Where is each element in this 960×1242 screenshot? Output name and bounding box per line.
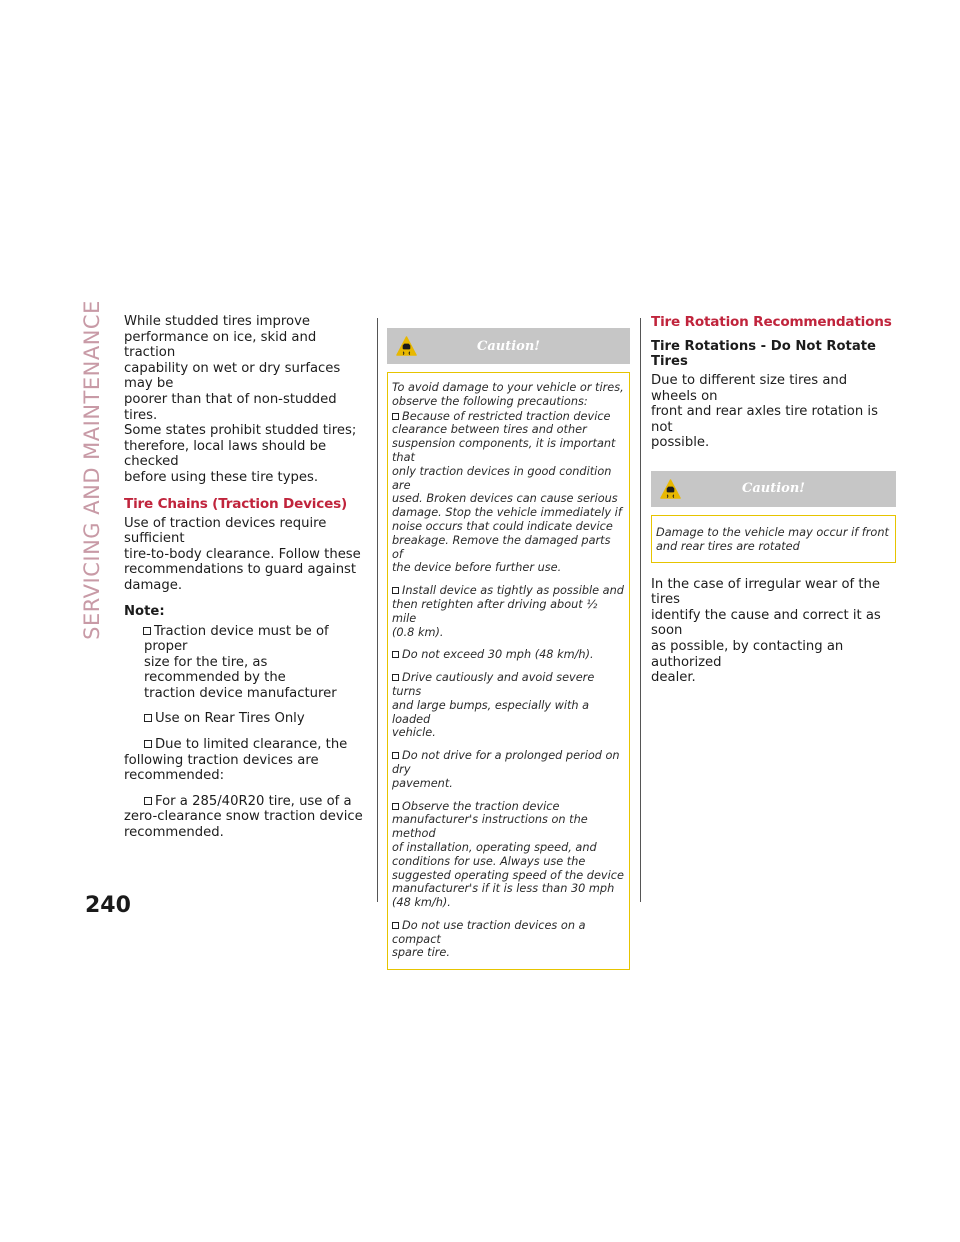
- caution-intro: [392, 381, 624, 409]
- text-line: identify the cause and correct it as soon: [651, 607, 881, 639]
- square-bullet-icon: [392, 752, 399, 759]
- text-line: Because of restricted traction device: [402, 409, 611, 423]
- caution-item: [392, 919, 624, 960]
- text-line: as possible, by contacting an authorized: [651, 638, 844, 670]
- text-line: Some states prohibit studded tires;: [124, 423, 357, 439]
- text-line: Do not drive for a prolonged period on dry: [392, 749, 620, 776]
- caution-item: [392, 671, 624, 740]
- note-bullet-item: [124, 624, 364, 702]
- tire-chains-heading: Tire Chains (Traction Devices): [124, 495, 348, 512]
- text-line: Use on Rear Tires Only: [155, 711, 305, 727]
- tire-rotation-paragraph: [651, 373, 896, 451]
- text-line: Due to different size tires and wheels on: [651, 373, 848, 404]
- text-line: Drive cautiously and avoid severe turns: [392, 671, 595, 698]
- text-line: noise occurs that could indicate device: [392, 519, 613, 533]
- text-line: capability on wet or dry surfaces may be: [124, 360, 341, 392]
- caution-item-list: [392, 410, 624, 961]
- text-line: (48 km/h).: [392, 896, 451, 910]
- text-line: zero-clearance snow traction device: [124, 809, 363, 825]
- text-line: While studded tires improve: [124, 314, 310, 329]
- text-line: vehicle.: [392, 726, 436, 740]
- square-bullet-icon: [392, 651, 399, 658]
- text-line: only traction devices in good condition are: [392, 464, 612, 492]
- text-line: and rear tires are rotated: [656, 539, 800, 553]
- side-section-title-text: SERVICING AND MAINTENANCE: [80, 300, 104, 640]
- text-line: Traction device must be of proper: [144, 623, 329, 655]
- text-line: recommended.: [124, 825, 224, 841]
- text-line: spare tire.: [392, 946, 450, 960]
- text-line: To avoid damage to your vehicle or tires,: [392, 381, 624, 394]
- square-bullet-icon: [392, 674, 399, 681]
- caution-item: [392, 410, 624, 576]
- square-bullet-icon: [392, 587, 399, 594]
- text-line: damage.: [124, 577, 183, 593]
- text-line: suggested operating speed of the device: [392, 868, 624, 882]
- tire-rotation-subheading: Tire Rotations - Do Not Rotate Tires: [651, 339, 877, 369]
- caution-item: [392, 584, 624, 639]
- caution-body: [651, 515, 896, 563]
- text-line: used. Broken devices can cause serious: [392, 492, 618, 506]
- text-line: (0.8 km).: [392, 625, 444, 639]
- text-line: recommendations to guard against: [124, 562, 357, 578]
- skidding-car-warning-icon: [396, 336, 417, 357]
- text-line: of installation, operating speed, and: [392, 840, 597, 854]
- text-line: damage. Stop the vehicle immediately if: [392, 506, 622, 520]
- irregular-wear-paragraph: [651, 577, 896, 686]
- text-line: Damage to the vehicle may occur if front: [656, 525, 889, 539]
- text-line: following traction devices are: [124, 752, 319, 768]
- caution-title: Caution!: [742, 481, 805, 497]
- note-bullet-item: [124, 711, 364, 727]
- text-line: Install device as tightly as possible and: [402, 584, 624, 598]
- caution-item: [392, 749, 624, 790]
- caution-box-traction: [387, 328, 630, 970]
- column-1: [124, 314, 364, 841]
- text-line: Use of traction devices require sufficient: [124, 515, 327, 547]
- text-line: dealer.: [651, 670, 696, 686]
- column-divider-left: [377, 318, 378, 902]
- text-line: Due to limited clearance, the: [155, 737, 348, 753]
- text-line: then retighten after driving about ½ mile: [392, 597, 598, 625]
- caution-header: [387, 328, 630, 364]
- side-section-title: [72, 300, 112, 640]
- page-number: 240: [85, 893, 131, 918]
- text-line: before using these tire types.: [124, 469, 319, 485]
- text-line: the device before further use.: [392, 561, 562, 575]
- caution-title: Caution!: [477, 338, 540, 354]
- text-line: clearance between tires and other: [392, 423, 587, 437]
- text-line: Do not use traction devices on a compact: [392, 918, 586, 946]
- note-bullet-item: [124, 737, 364, 784]
- tire-rotation-heading: Tire Rotation Recommendations: [651, 314, 892, 330]
- text-line: front and rear axles tire rotation is not: [651, 404, 878, 435]
- note-label: Note:: [124, 603, 165, 619]
- skidding-car-warning-icon: [660, 479, 681, 500]
- text-line: tire-to-body clearance. Follow these: [124, 546, 361, 562]
- text-line: breakage. Remove the damaged parts of: [392, 533, 611, 561]
- column-divider-right: [640, 318, 641, 902]
- square-bullet-icon: [392, 803, 399, 810]
- text-line: suspension components, it is important that: [392, 437, 616, 464]
- text-line: possible.: [651, 435, 710, 451]
- square-bullet-icon: [143, 627, 151, 635]
- text-line: performance on ice, skid and traction: [124, 329, 317, 361]
- text-line: traction device manufacturer: [144, 685, 337, 701]
- caution-header: [651, 471, 896, 507]
- square-bullet-icon: [392, 922, 399, 929]
- text-line: manufacturer's instructions on the method: [392, 813, 588, 841]
- note-bullet-list: [124, 624, 364, 841]
- text-line: recommended:: [124, 768, 225, 784]
- square-bullet-icon: [144, 714, 152, 722]
- square-bullet-icon: [144, 797, 152, 805]
- text-line: pavement.: [392, 776, 453, 790]
- text-line: and large bumps, especially with a loaded: [392, 698, 590, 726]
- text-line: For a 285/40R20 tire, use of a: [155, 793, 352, 809]
- text-line: conditions for use. Always use the: [392, 854, 586, 868]
- text-line: observe the following precautions:: [392, 394, 588, 408]
- text-line: In the case of irregular wear of the tires: [651, 576, 881, 608]
- text-line: therefore, local laws should be checked: [124, 438, 327, 470]
- caution-item: [392, 648, 624, 662]
- caution-box-rotation: [651, 471, 896, 563]
- text-line: poorer than that of non-studded tires.: [124, 391, 337, 423]
- text-line: Do not exceed 30 mph (48 km/h).: [402, 648, 594, 662]
- column-3: [651, 314, 896, 686]
- text-line: manufacturer's if it is less than 30 mph: [392, 882, 615, 896]
- studded-tires-paragraph: [124, 314, 364, 486]
- square-bullet-icon: [392, 413, 399, 420]
- tire-chains-paragraph: [124, 516, 364, 594]
- text-line: Observe the traction device: [402, 799, 560, 813]
- square-bullet-icon: [144, 740, 152, 748]
- caution-item: [392, 800, 624, 910]
- note-bullet-item: [124, 794, 364, 841]
- caution-body: [387, 372, 630, 970]
- text-line: size for the tire, as recommended by the: [144, 654, 286, 686]
